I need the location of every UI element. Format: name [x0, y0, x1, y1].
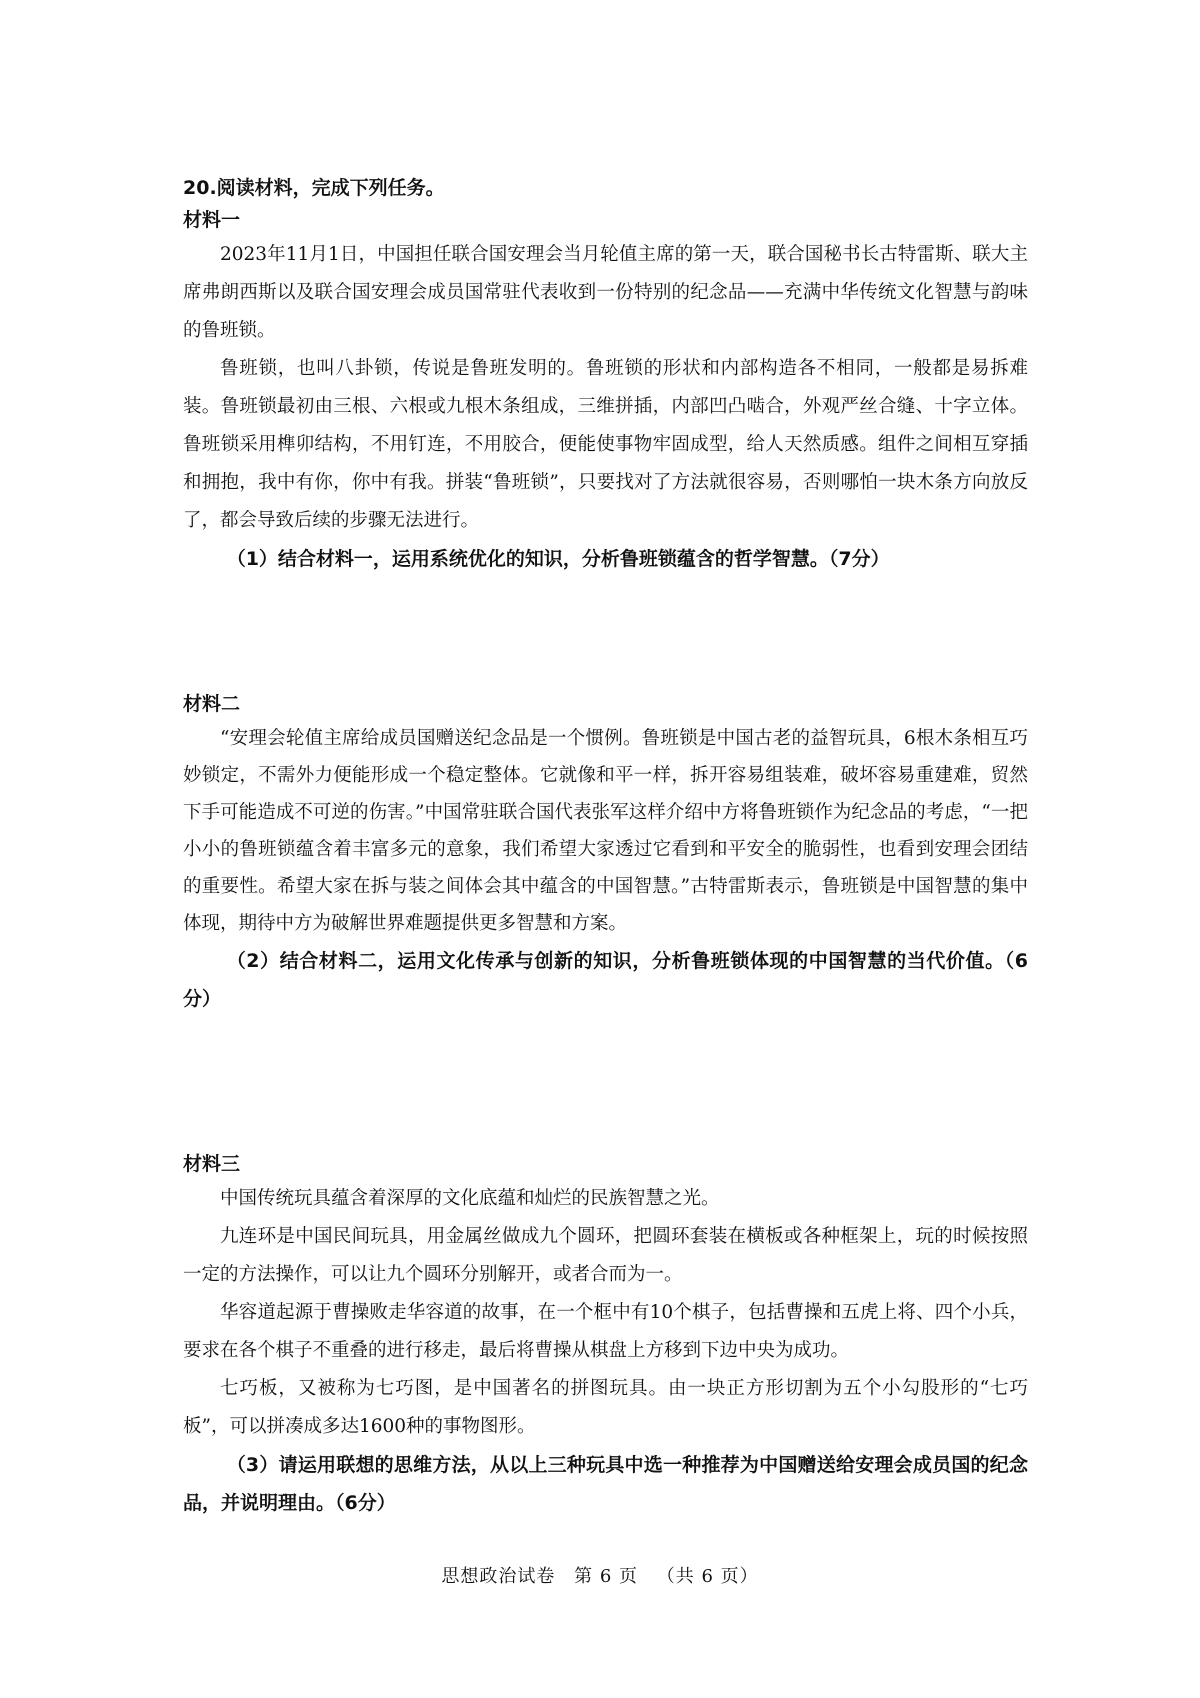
material-3-paragraph-4: 七巧板，又被称为七巧图，是中国著名的拼图玩具。由一块正方形切割为五个小勾股形的“七巧板”，可以拼凑成多达1600种的事物图形。 [183, 1378, 1028, 1437]
material-3-paragraph-3: 华容道起源于曹操败走华容道的故事，在一个框中有10个棋子，包括曹操和五虎上将、四个小兵，要求在各个棋子不重叠的进行移走，最后将曹操从棋盘上方移到下边中央为成功。 [183, 1302, 1028, 1361]
question-content [183, 172, 1028, 1522]
material-1-paragraph-1: 2023年11月1日，中国担任联合国安理会当月轮值主席的第一天，联合国秘书长古特雷斯、联大主席弗朗西斯以及联合国安理会成员国常驻代表收到一份特别的纪念品——充满中华传统文化智慧与韵味的鲁班锁。 [183, 244, 1028, 341]
footer-page-number: 第 6 页 [574, 1566, 638, 1587]
task-2: （2）结合材料二，运用文化传承与创新的知识，分析鲁班锁体现的中国智慧的当代价值。（6分） [183, 950, 1028, 1010]
material-2-heading: 材料二 [183, 693, 241, 715]
answer-space-1 [183, 578, 1028, 688]
material-3-paragraph-2: 九连环是中国民间玩具，用金属丝做成九个圆环，把圆环套装在横板或各种框架上，玩的时候按照一定的方法操作，可以让九个圆环分别解开，或者合而为一。 [183, 1226, 1028, 1285]
material-3-heading: 材料三 [183, 1153, 241, 1175]
page-footer [0, 1563, 1200, 1591]
footer-total-pages: （共 6 页） [656, 1566, 759, 1587]
footer-subject: 思想政治试卷 [441, 1566, 556, 1587]
task-3: （3）请运用联想的思维方法，从以上三种玩具中选一种推荐为中国赠送给安理会成员国的纪念品，并说明理由。（6分） [183, 1454, 1028, 1514]
answer-space-2 [183, 1018, 1028, 1148]
material-3-paragraph-1: 中国传统玩具蕴含着深厚的文化底蕴和灿烂的民族智慧之光。 [220, 1188, 720, 1209]
material-2-paragraph-1: “安理会轮值主席给成员国赠送纪念品是一个惯例。鲁班锁是中国古老的益智玩具，6根木条相互巧妙锁定，不需外力便能形成一个稳定整体。它就像和平一样，拆开容易组装难，破坏容易重建难，贸然下手可能造成不可逆的伤害。”中国常驻联合国代表张军这样介绍中方将鲁班锁作为纪念品的考虑，“一把小小的鲁班锁蕴含着丰富多元的意象，我们希望大家透过它看到和平安全的脆弱性，也看到安理会团结的重要性。希望大家在拆与装之间体会其中蕴含的中国智慧。”古特雷斯表示，鲁班锁是中国智慧的集中体现，期待中方为破解世界难题提供更多智慧和方案。 [183, 728, 1028, 934]
material-1-heading: 材料一 [183, 209, 241, 231]
material-1-paragraph-2: 鲁班锁，也叫八卦锁，传说是鲁班发明的。鲁班锁的形状和内部构造各不相同，一般都是易拆难装。鲁班锁最初由三根、六根或九根木条组成，三维拼插，内部凹凸啮合，外观严丝合缝、十字立体。鲁班锁采用榫卯结构，不用钉连，不用胶合，便能使事物牢固成型，给人天然质感。组件之间相互穿插和拥抱，我中有你，你中有我。拼装“鲁班锁”，只要找对了方法就很容易，否则哪怕一块木条方向放反了，都会导致后续的步骤无法进行。 [183, 358, 1028, 531]
question-title: 20.阅读材料，完成下列任务。 [183, 177, 445, 199]
task-1: （1）结合材料一，运用系统优化的知识，分析鲁班锁蕴含的哲学智慧。（7分） [226, 548, 890, 570]
